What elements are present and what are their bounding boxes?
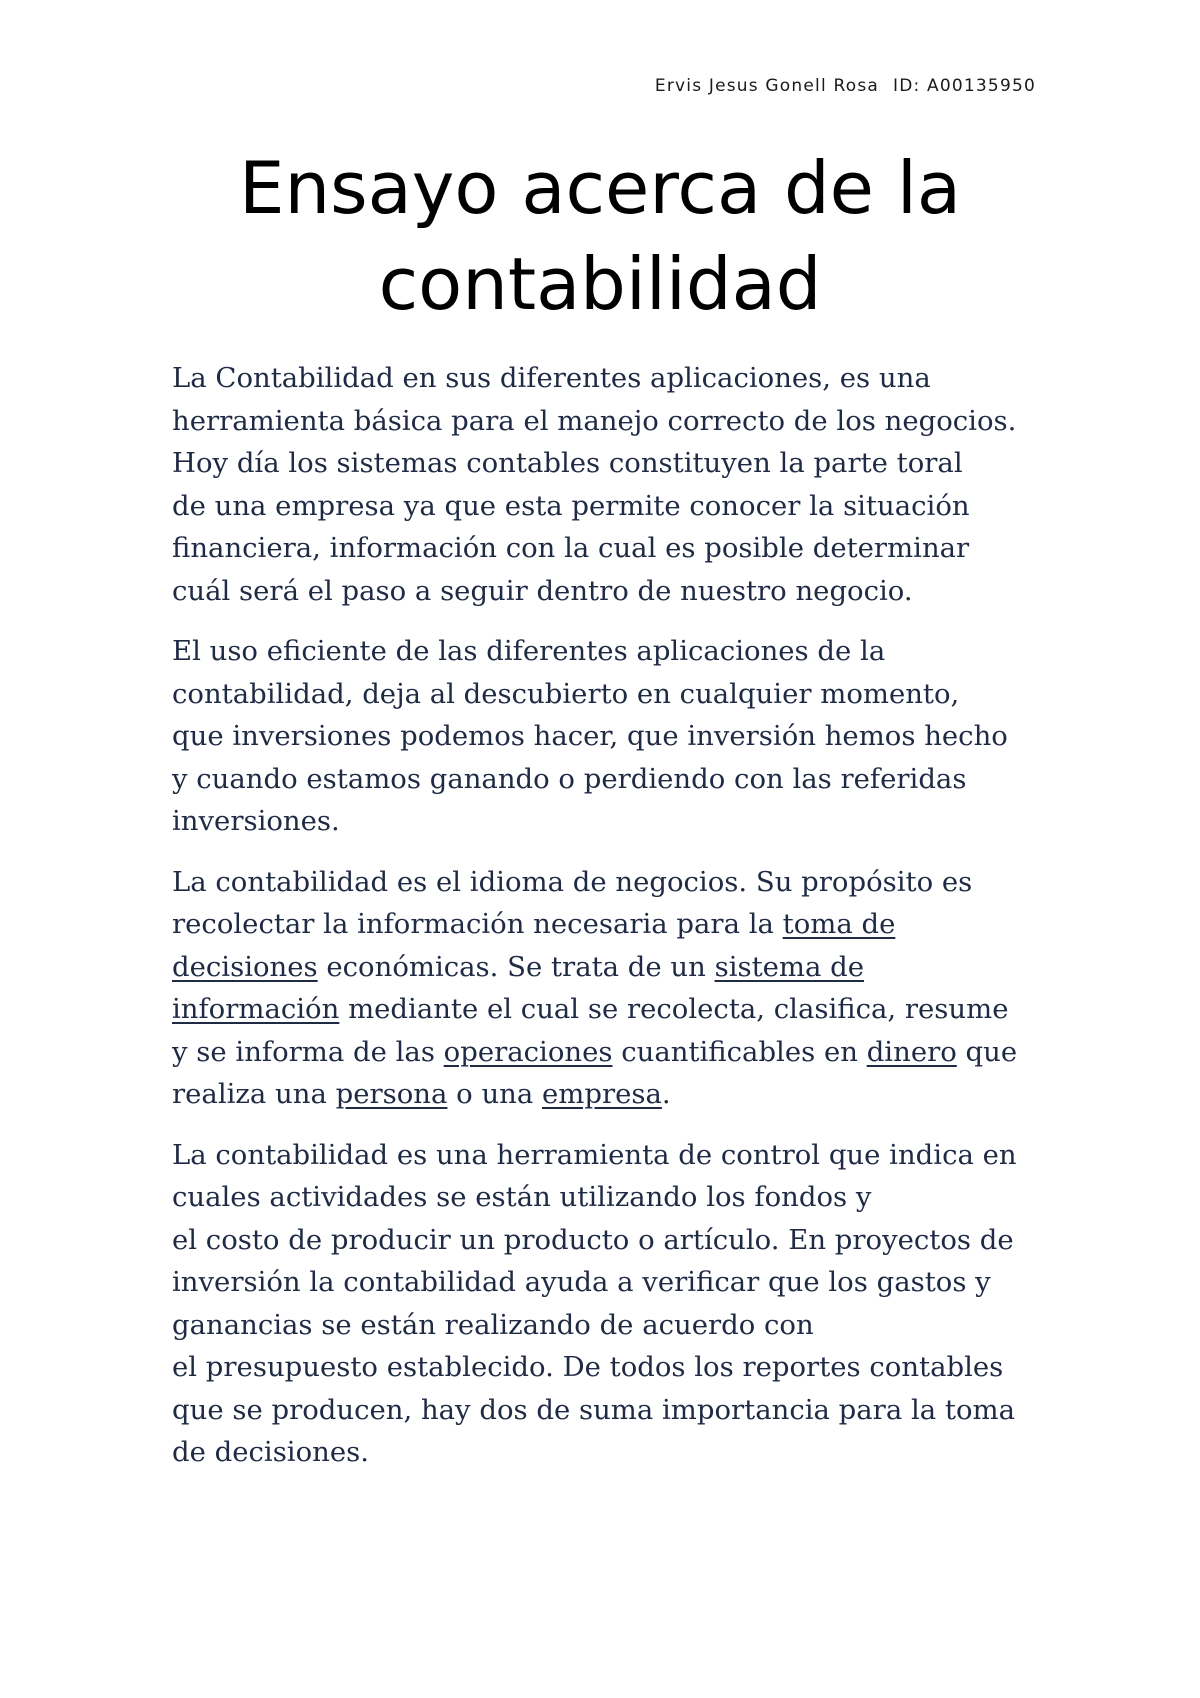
text-line: cuál será el paso a seguir dentro de nuestro negocio.: [172, 574, 913, 607]
text-fragment: o una: [447, 1078, 543, 1110]
text-fragment: que: [956, 1035, 1018, 1068]
paragraph-3: [172, 861, 1052, 1116]
text-line: El uso eficiente de las diferentes aplicaciones de la: [172, 635, 886, 667]
text-fragment: económicas. Se trata de un: [317, 950, 715, 983]
link-sistema-de-informacion[interactable]: sistema de: [714, 950, 865, 983]
text-line: [172, 946, 1052, 989]
document-title: [172, 140, 1028, 332]
link-dinero[interactable]: dinero: [866, 1035, 957, 1068]
document-body: [172, 357, 1052, 1492]
title-line: Ensayo acerca de la: [239, 146, 961, 230]
page-header: [655, 76, 1036, 96]
link-toma-de-decisiones[interactable]: toma de: [782, 908, 896, 940]
text-line: inversión la contabilidad ayuda a verificar que los gastos y: [172, 1266, 991, 1298]
text-line: herramienta básica para el manejo correcto de los negocios.: [172, 404, 1017, 437]
text-line: La contabilidad es el idioma de negocios. Su propósito es: [172, 865, 973, 898]
text-fragment: y se informa de las: [172, 1035, 444, 1068]
text-line: de una empresa ya que esta permite conocer la situación: [172, 489, 970, 522]
text-line: [172, 988, 1052, 1031]
text-line: Hoy día los sistemas contables constituyen la parte toral: [172, 447, 963, 479]
text-line: y cuando estamos ganando o perdiendo con las referidas: [172, 762, 967, 795]
title-line: contabilidad: [378, 242, 822, 326]
text-fragment: realiza una: [172, 1078, 336, 1110]
text-line: que se producen, hay dos de suma importancia para la toma: [172, 1393, 1015, 1426]
text-fragment: recolectar la información necesaria para la: [172, 908, 783, 940]
text-line: [172, 1031, 1052, 1074]
text-fragment: cuantificables en: [612, 1035, 867, 1068]
text-fragment: mediante el cual se recolecta, clasifica, resume: [339, 993, 1009, 1025]
paragraph-2: [172, 630, 1052, 843]
link-toma-de-decisiones-cont[interactable]: decisiones: [172, 950, 318, 983]
text-line: [172, 1073, 1052, 1116]
text-fragment: .: [661, 1078, 671, 1110]
author-name: Ervis Jesus Gonell Rosa: [654, 76, 879, 96]
text-line: financiera, información con la cual es posible determinar: [172, 532, 970, 564]
text-line: de decisiones.: [172, 1436, 369, 1468]
student-id: ID: A00135950: [893, 76, 1036, 96]
link-sistema-de-informacion-cont[interactable]: información: [172, 993, 340, 1025]
text-line: contabilidad, deja al descubierto en cualquier momento,: [172, 677, 960, 710]
paragraph-1: [172, 357, 1052, 612]
paragraph-4: [172, 1134, 1052, 1474]
link-persona[interactable]: persona: [335, 1078, 448, 1110]
text-line: que inversiones podemos hacer, que inversión hemos hecho: [172, 720, 1008, 752]
text-line: La contabilidad es una herramienta de control que indica en: [172, 1138, 1017, 1171]
text-line: cuales actividades se están utilizando los fondos y: [172, 1181, 872, 1213]
text-line: el presupuesto establecido. De todos los reportes contables: [172, 1351, 1004, 1383]
link-operaciones[interactable]: operaciones: [443, 1035, 613, 1068]
link-empresa[interactable]: empresa: [542, 1078, 662, 1110]
text-line: [172, 903, 1052, 946]
text-line: inversiones.: [172, 805, 340, 837]
text-line: ganancias se están realizando de acuerdo con: [172, 1308, 814, 1341]
text-line: La Contabilidad en sus diferentes aplicaciones, es una: [172, 362, 931, 394]
text-line: el costo de producir un producto o artículo. En proyectos de: [172, 1223, 1014, 1256]
